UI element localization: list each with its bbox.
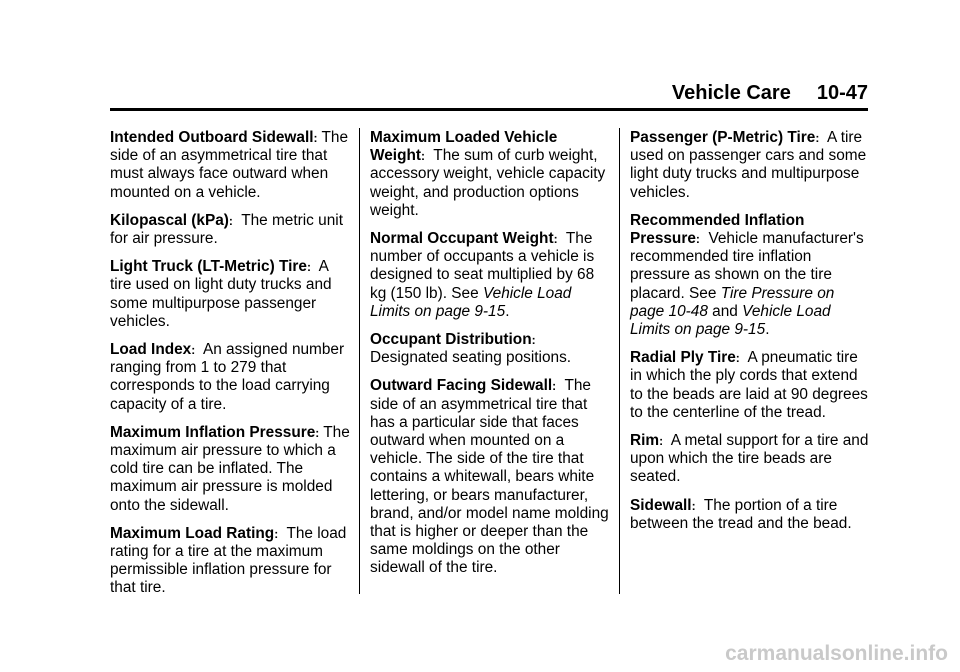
entry-term: Load Index [110, 341, 192, 359]
entry-definition: A metal support for a tire and upon which the tire beads are seated. [630, 432, 869, 486]
entry-definition: A pneumatic tire in which the ply cords that extend to the beads are laid at 90 degrees to the centerline of the tread. [630, 349, 868, 421]
glossary-entry: Sidewall: The portion of a tire between the tread and the bead. [630, 496, 852, 532]
entry-definition: The side of an asymmetrical tire that has a particular side that faces outward when mounted on a vehicle. The side of the tire that contains a whitewall, bears white lettering, or bears manufacturer, brand, and/or model name molding that is higher or deeper than the same moldings on the other sidewall of the tire. [370, 377, 609, 577]
glossary-entry: Light Truck (LT-Metric) Tire: A tire used on light duty trucks and some multipurpose passenger vehicles. [110, 258, 332, 330]
entry-term: Sidewall [630, 496, 692, 514]
watermark: carmanualsonline.info [725, 642, 948, 665]
entry-definition: Designated seating positions. [370, 349, 572, 367]
entry-term: Rim [630, 432, 660, 450]
entry-term: Maximum Load Rating [110, 524, 275, 542]
entry-term: Normal Occupant Weight [370, 230, 554, 248]
glossary-entry: Recommended Inflation Pressure: Vehicle manufacturer's recommended tire inflation pressure as shown on the tire placard. See Tire Pressure on page 10-48 and Vehicle Load Limits on page 9-15. [630, 211, 864, 339]
entry-definition: The metric unit for air pressure. [110, 211, 343, 248]
column-divider [359, 128, 360, 594]
entry-term: Passenger (P-Metric) Tire [630, 129, 816, 146]
column-1 [110, 129, 350, 608]
glossary-entry: Radial Ply Tire: A pneumatic tire in which the ply cords that extend to the beads are laid at 90 degrees to the centerline of the tread. [630, 349, 868, 421]
entry-term: Maximum Loaded Vehicle Weight [370, 129, 558, 165]
page-header [672, 82, 868, 105]
glossary-entry: Kilopascal (kPa): The metric unit for air pressure. [110, 211, 343, 248]
entry-definition: The load rating for a tire at the maximum permissible inflation pressure for that tire. [110, 524, 347, 597]
entry-definition: A tire used on light duty trucks and some multipurpose passenger vehicles. [110, 258, 332, 330]
entry-definition: An assigned number ranging from 1 to 279 that corresponds to the load carrying capacity of a tire. [110, 341, 345, 413]
entry-definition: The side of an asymmetrical tire that must always face outward when mounted on a vehicle. [110, 129, 349, 201]
entry-term: Outward Facing Sidewall [370, 377, 553, 395]
glossary-entry: Maximum Inflation Pressure: The maximum air pressure to which a cold tire can be inflated. The maximum air pressure is molded onto the sidewall. [110, 423, 350, 514]
glossary-entry: Passenger (P-Metric) Tire: A tire used on passenger cars and some light duty trucks and multipurpose vehicles. [630, 129, 867, 201]
glossary-entry: Rim: A metal support for a tire and upon which the tire beads are seated. [630, 432, 869, 486]
entry-term: Maximum Inflation Pressure [110, 423, 316, 441]
entry-term: Radial Ply Tire [630, 349, 736, 367]
entry-term: Intended Outboard Sidewall [110, 129, 314, 146]
glossary-entry: Intended Outboard Sidewall: The side of an asymmetrical tire that must always face outward when mounted on a vehicle. [110, 129, 349, 201]
cross-reference-link[interactable]: Vehicle Load Limits on page 9-15 [370, 284, 572, 320]
entry-definition: The number of occupants a vehicle is designed to seat multiplied by 68 kg (150 lb). See [370, 230, 595, 302]
entry-definition: A tire used on passenger cars and some light duty trucks and multipurpose vehicles. [630, 129, 867, 201]
glossary-entry: Normal Occupant Weight: The number of occupants a vehicle is designed to seat multiplied by 68 kg (150 lb). See Vehicle Load Limits on page 9-15. [370, 230, 595, 320]
entry-definition: The portion of a tire between the tread and the bead. [630, 496, 852, 532]
glossary-entry: Maximum Load Rating: The load rating for a tire at the maximum permissible inflation pressure for that tire. [110, 524, 347, 597]
entry-term: Light Truck (LT-Metric) Tire [110, 258, 307, 276]
section-title: Vehicle Care [671, 82, 791, 104]
entry-term: Occupant Distribution [370, 331, 532, 349]
glossary-entry: Occupant Distribution: Designated seating positions. [370, 331, 572, 367]
cross-reference-link[interactable]: Tire Pressure on page 10-48 [630, 284, 835, 320]
column-divider [619, 128, 620, 594]
entry-definition: The sum of curb weight, accessory weight, vehicle capacity weight, and production options weight. [370, 147, 606, 219]
entry-term: Recommended Inflation Pressure [630, 211, 805, 248]
header-rule [110, 108, 868, 111]
page-number: 10-47 [816, 82, 868, 104]
cross-reference-link[interactable]: Vehicle Load Limits on page 9-15 [630, 302, 831, 339]
glossary-entry: Load Index: An assigned number ranging from 1 to 279 that corresponds to the load carrying capacity of a tire. [110, 341, 345, 413]
entry-definition: Vehicle manufacturer's recommended tire inflation pressure as shown on the tire placard. See [630, 230, 864, 302]
glossary-entry: Outward Facing Sidewall: The side of an asymmetrical tire that has a particular side that faces outward when mounted on a vehicle. The side of the tire that contains a whitewall, bears white lettering, or bears manufacturer, brand, and/or model name molding that is higher or deeper than the same moldings on the other sidewall of the tire. [370, 377, 609, 577]
column-3 [630, 129, 870, 543]
column-2 [370, 129, 610, 588]
glossary-entry: Maximum Loaded Vehicle Weight: The sum of curb weight, accessory weight, vehicle capacity weight, and production options weight. [370, 129, 606, 219]
entry-term: Kilopascal (kPa) [110, 211, 229, 229]
entry-definition: The maximum air pressure to which a cold tire can be inflated. The maximum air pressure is molded onto the sidewall. [110, 423, 350, 514]
